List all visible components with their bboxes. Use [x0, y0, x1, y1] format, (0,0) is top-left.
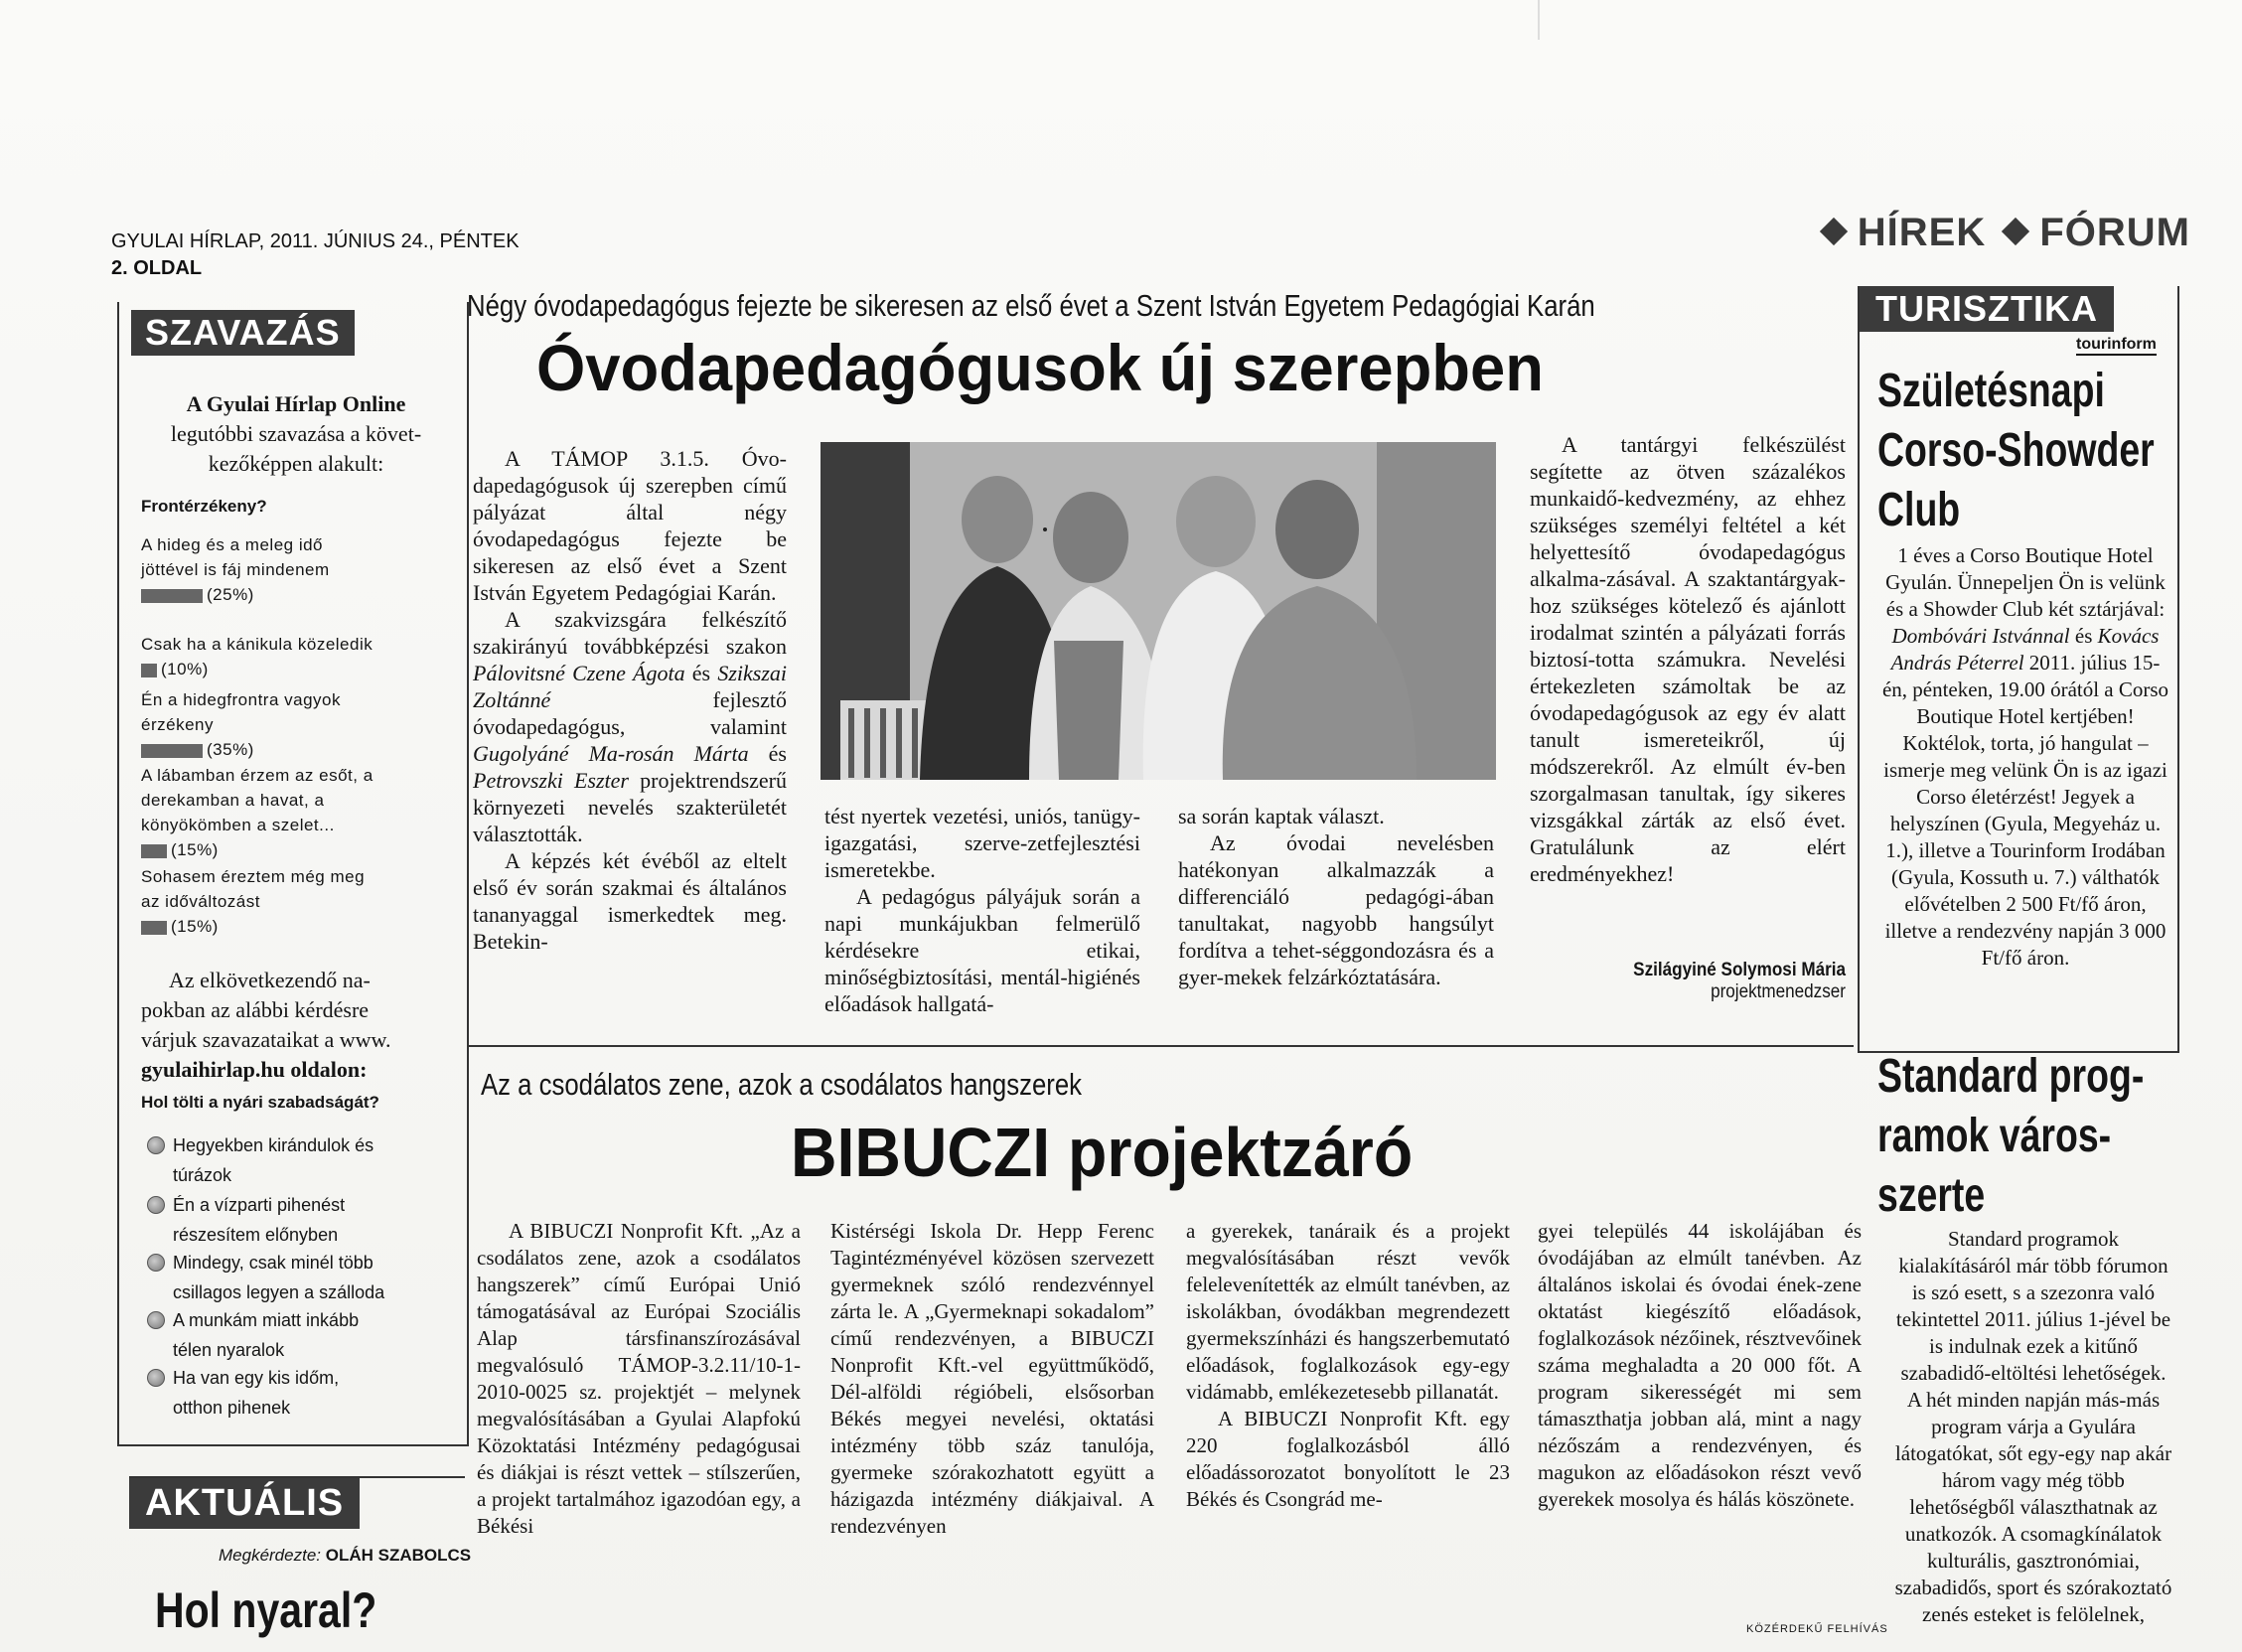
article-paragraph: gyei település 44 iskolájában és óvodájában az elmúlt tanévben. Az általános iskolai és óvodai ének-zene oktatást kiegészítő előadások, foglalkozások nézőinek, résztvevőinek száma meghaladta a 20 000 főt. A program sikerességét mi sem támaszthatja jobban alá, mint a nagy nézőszám a rendezvényen, és magukon az előadásokon részt vevő gyerekek mosolya és hálás köszönete.: [1538, 1219, 1862, 1511]
poll-option[interactable]: [147, 1363, 481, 1423]
poll-result: [141, 864, 457, 939]
person-name: Kovács András Péterrel: [1890, 624, 2160, 675]
poll-option-label: Ha van egy kis időm,: [173, 1368, 340, 1388]
poll-option-label: télen nyaralok: [173, 1340, 285, 1360]
poll-result-pct: (15%): [171, 840, 219, 859]
person-name: Pálovitsné Czene Ágota: [473, 661, 685, 685]
poll-option[interactable]: [147, 1190, 481, 1250]
poll-intro-line: kezőképpen alakult:: [208, 451, 384, 476]
aktualis-title: Hol nyaral?: [155, 1582, 377, 1638]
aktualis-box-title: AKTUÁLIS: [129, 1478, 360, 1529]
person-name: Petrovszki Eszter: [473, 768, 629, 793]
poll-new-question: Hol tölti a nyári szabadságát?: [141, 1093, 379, 1112]
poll-option-label: csillagos legyen a szálloda: [173, 1282, 385, 1302]
text-run: és: [768, 741, 787, 766]
poll-intro-line: legutóbbi szavazása a követ-: [170, 421, 422, 446]
poll-option[interactable]: [147, 1248, 481, 1307]
poll-question: Frontérzékeny?: [141, 497, 267, 516]
diamond-icon: [2002, 218, 2029, 245]
poll-option-label: Én a vízparti pihenést: [173, 1195, 346, 1215]
poll-option[interactable]: [147, 1130, 481, 1190]
text-run: A szakvizsgára felkészítő szakirányú továbbképzési szakon: [473, 607, 787, 659]
poll-option-label: Mindegy, csak minél több: [173, 1253, 374, 1273]
article1-column-1: [473, 445, 787, 955]
article-paragraph: [473, 606, 787, 847]
poll-option-label: otthon pihenek: [173, 1398, 291, 1418]
poll-result-text: A lábamban érzem az esőt, a: [141, 766, 374, 785]
poll-result-text: Sohasem éreztem még meg: [141, 867, 366, 886]
title-line: Születésnapi: [1877, 365, 2105, 417]
poll-option-label: részesítem előnyben: [173, 1225, 339, 1245]
turisztika-box-title: TURISZTIKA: [1860, 286, 2114, 332]
poll-result: [141, 632, 457, 681]
poll-result-bar: [141, 744, 203, 758]
poll-result: [141, 763, 457, 862]
title-line: Club: [1877, 484, 1961, 536]
poll-result-bar: [141, 921, 167, 935]
poll-result-pct: (15%): [171, 917, 219, 936]
text-run: és: [2074, 624, 2093, 648]
poll-result-pct: (10%): [161, 660, 209, 678]
text-run: fejlesztő óvodapedagógus, valamint: [473, 687, 787, 739]
article-paragraph: Az óvodai nevelésben hatékonyan alkalmazzák a differenciáló pedagógi-ában tanultakat, nagyobb hangsúlyt fordítva a tehet-séggondozásra és a gyer-mekek felzárkóztatására.: [1178, 830, 1494, 989]
turisztika-body: [1881, 542, 2169, 972]
section-hirek: HÍREK: [1857, 211, 1987, 254]
article1-column-2: [824, 803, 1140, 1017]
text-run: projektrendszerű környezeti nevelés szakterületét választották.: [473, 768, 787, 846]
radio-button-icon[interactable]: [147, 1254, 165, 1272]
article-paragraph: A TÁMOP 3.1.5. Óvo-dapedagógusok új szerepben című pályázat által négy óvodapedagógus fejezte be sikeresen az első évet a Szent István Egyetem Pedagógiai Karán.: [473, 446, 787, 605]
poll-outro-line: Az elkövetkezendő na-: [169, 968, 371, 992]
article1-headline: Óvodapedagógusok új szerepben: [536, 331, 1544, 404]
article-paragraph: sa során kaptak választ.: [1178, 804, 1385, 828]
poll-option-label: Hegyekben kirándulok és: [173, 1135, 374, 1155]
footer-label: KÖZÉRDEKŰ FELHÍVÁS: [1746, 1623, 1888, 1635]
poll-outro: [141, 966, 449, 1085]
poll-outro-line: pokban az alábbi kérdésre: [141, 997, 370, 1022]
article1-kicker: Négy óvodapedagógus fejezte be sikeresen az első évet a Szent István Egyetem Pedagógiai Karán: [467, 288, 1595, 323]
signature-role: projektmenedzser: [1711, 981, 1846, 1002]
poll-result-text: jöttével is fáj mindenem: [141, 560, 330, 579]
standard-title: [1877, 1047, 2144, 1226]
article1-signature: [1530, 960, 1846, 1003]
poll-result-text: az időváltozást: [141, 892, 260, 911]
poll-result-pct: (35%): [207, 740, 254, 759]
poll-option-label: A munkám miatt inkább: [173, 1310, 360, 1330]
poll-result-text: könyökömben a szelet...: [141, 816, 335, 834]
poll-intro: [147, 389, 445, 479]
article-paragraph: Kistérségi Iskola Dr. Hepp Ferenc Tagintézményével közösen szervezett gyermeknek szóló rendezvénnyel zárta le. A „Gyermeknapi sokadalom” című rendezvényen, a BIBUCZI Nonprofit Kft.-vel együttműködő, Dél-alföldi régióbeli, elsősorban Békés megyei nevelési, oktatási intézmény több száz tanulója, gyermeke szórakozhatott együtt a házigazda intézmény diákjaival. A rendezvényen: [830, 1219, 1154, 1538]
text-run: és: [691, 661, 711, 685]
radio-button-icon[interactable]: [147, 1196, 165, 1214]
radio-button-icon[interactable]: [147, 1311, 165, 1329]
poll-result-text: derekamban a havat, a: [141, 791, 325, 810]
poll-result: [141, 532, 457, 607]
text-run: 1 éves a Corso Boutique Hotel Gyulán. Ünnepeljen Ön is velünk és a Showder Club két sztárjával:: [1885, 543, 2166, 621]
standard-body: Standard programok kialakításáról már több fórumon is szó esett, s a szezonra való tekintettel 2011. július 1-jével be is indulnak ezek a kitűnő szabadidő-eltöltési lehetőségek. A hét minden napján más-más program várja a Gyulára látogatókat, sőt egy-egy nap akár három vagy még több lehetőségből választhatnak az unatkozók. A csomagkínálatok kulturális, gasztronómiai, szabadidős, sport és szórakoztató zenés esteket is felölelnek,: [1894, 1227, 2172, 1626]
poll-box-title: SZAVAZÁS: [131, 310, 355, 356]
page-header: [111, 228, 520, 282]
article1-column-4: [1530, 431, 1846, 887]
turisztika-title: [1877, 362, 2155, 540]
person-name: Dombóvári Istvánnal: [1891, 624, 2070, 648]
poll-option-label: túrázok: [173, 1165, 232, 1185]
poll-intro-line: A Gyulai Hírlap Online: [186, 391, 406, 416]
poll-result-text: érzékeny: [141, 715, 214, 734]
article-paragraph: A BIBUCZI Nonprofit Kft. „Az a csodálatos zene, azok a csodálatos hangszerek” című Európai Unió támogatásával az Európai Szociális Alap társfinanszírozásával megvalósuló TÁMOP-3.2.11/10-1-2010-0025 sz. projektjét – melynek megvalósításában a Gyulai Alapfokú Közoktatási Intézmény pedagógusai és diákjai is részt vettek – stílszerűen, a projekt tartalmához igazodóan egy, a Békési: [477, 1219, 801, 1538]
aktualis-box: [129, 1478, 360, 1529]
article-paragraph: a gyerekek, tanáraik és a projekt megvalósításában részt vevők felelevenítették az elmúlt tanévben, az iskolákban, óvodákban megrendezett gyermekszínházi és hangszerbemutató előadások, foglalkozások egy-egy vidámabb, emlékezetesebb pillanatát.: [1186, 1219, 1510, 1404]
article-paragraph: A képzés két évéből az eltelt első év során szakmai és általános tananyaggal ismerkedtek meg. Betekin-: [473, 848, 787, 954]
article-divider: [467, 1045, 1854, 1047]
poll-result: [141, 687, 457, 762]
group-photo-image: [821, 442, 1496, 780]
article2-column-4: [1538, 1218, 1862, 1513]
poll-result-bar: [141, 589, 203, 603]
page-number: 2. OLDAL: [111, 257, 203, 279]
article-paragraph: tést nyertek vezetési, uniós, tanügy-igazgatási, szerve-zetfejlesztési ismeretekbe.: [824, 804, 1140, 882]
poll-outro-line: gyulaihirlap.hu oldalon:: [141, 1057, 368, 1082]
radio-button-icon[interactable]: [147, 1369, 165, 1387]
radio-button-icon[interactable]: [147, 1136, 165, 1154]
article2-column-3: [1186, 1218, 1510, 1513]
signature-name: Szilágyiné Solymosi Mária: [1633, 960, 1846, 980]
poll-result-bar: [141, 844, 167, 858]
tourinform-logo: tourinform: [2076, 336, 2157, 356]
text-run: 2011. július 15-én, pénteken, 19.00 órától a Corso Boutique Hotel kertjében! Koktélok, torta, jó hangulat – ismerje meg velünk Ön is az igazi Corso életérzést! Jegyek a helyszínen (Gyula, Megyeház u. 1.), illetve a Tourinform Irodában (Gyula, Kossuth u. 7.) válthatók elővételben 2 500 Ft/fő áron, illetve a rendezvény napján 3 000 Ft/fő áron.: [1881, 651, 2169, 970]
page-fold: [1538, 0, 1540, 40]
poll-box: [117, 302, 469, 1446]
poll-result-text: Én a hidegfrontra vagyok: [141, 690, 342, 709]
aktualis-byline: [219, 1546, 471, 1566]
section-header: [1816, 211, 2190, 255]
article-paragraph: A BIBUCZI Nonprofit Kft. egy 220 foglalkozásból álló előadássorozatot bonyolított le 23 Békés és Csongrád me-: [1186, 1407, 1510, 1511]
article2-headline: BIBUCZI projektzáró: [791, 1114, 1414, 1191]
paper-date: GYULAI HÍRLAP, 2011. JÚNIUS 24., PÉNTEK: [111, 230, 520, 252]
person-name: Szikszai Zoltánné: [473, 661, 788, 712]
byline-name: OLÁH SZABOLCS: [325, 1546, 472, 1565]
title-line: Corso-Showder: [1877, 424, 2155, 477]
poll-result-bar: [141, 664, 157, 677]
title-line: Standard prog-: [1877, 1050, 2145, 1103]
article-paragraph: A tantárgyi felkészülést segítette az ötven százalékos munkaidő-kedvezmény, az ehhez szükséges személyi feltétel a két helyettesítő óvodapedagógus alkalma-zásával. A szaktantárgyak-hoz szükséges kötelező és ajánlott irodalmat szintén a pályázati forrás biztosí-totta számukra. Nevelési értekezleten számoltak be az óvodapedagógusok az egy év alatt tanult ismereteikről, új módszerekről. Az elmúlt év-ben szorgalmasan tanultak, így sikeres vizsgákkal zárták az első évet. Gratulálunk az elért eredményekhez!: [1530, 432, 1846, 886]
person-name: Gugolyáné Ma-rosán Márta: [473, 741, 749, 766]
article2-column-2: [830, 1218, 1154, 1540]
title-line: szerte: [1877, 1169, 1986, 1222]
article-paragraph: A pedagógus pályájuk során a napi munkájukban felmerülő kérdésekre etikai, minőségbiztosítási, mentál-higiénés előadások hallgatá-: [824, 884, 1140, 1016]
diamond-icon: [1820, 218, 1848, 245]
poll-result-text: A hideg és a meleg idő: [141, 535, 324, 554]
poll-result-pct: (25%): [207, 585, 254, 604]
section-forum: FÓRUM: [2039, 211, 2190, 254]
title-line: ramok város-: [1877, 1110, 2112, 1162]
article2-kicker: Az a csodálatos zene, azok a csodálatos hangszerek: [481, 1067, 1083, 1102]
article1-column-3: [1178, 803, 1494, 990]
poll-result-text: Csak ha a kánikula közeledik: [141, 635, 374, 654]
article2-column-1: [477, 1218, 801, 1540]
article1-photo: [821, 442, 1496, 780]
poll-option[interactable]: [147, 1305, 481, 1365]
byline-label: Megkérdezte:: [219, 1546, 321, 1565]
poll-outro-line: várjuk szavazataikat a www.: [141, 1027, 391, 1052]
